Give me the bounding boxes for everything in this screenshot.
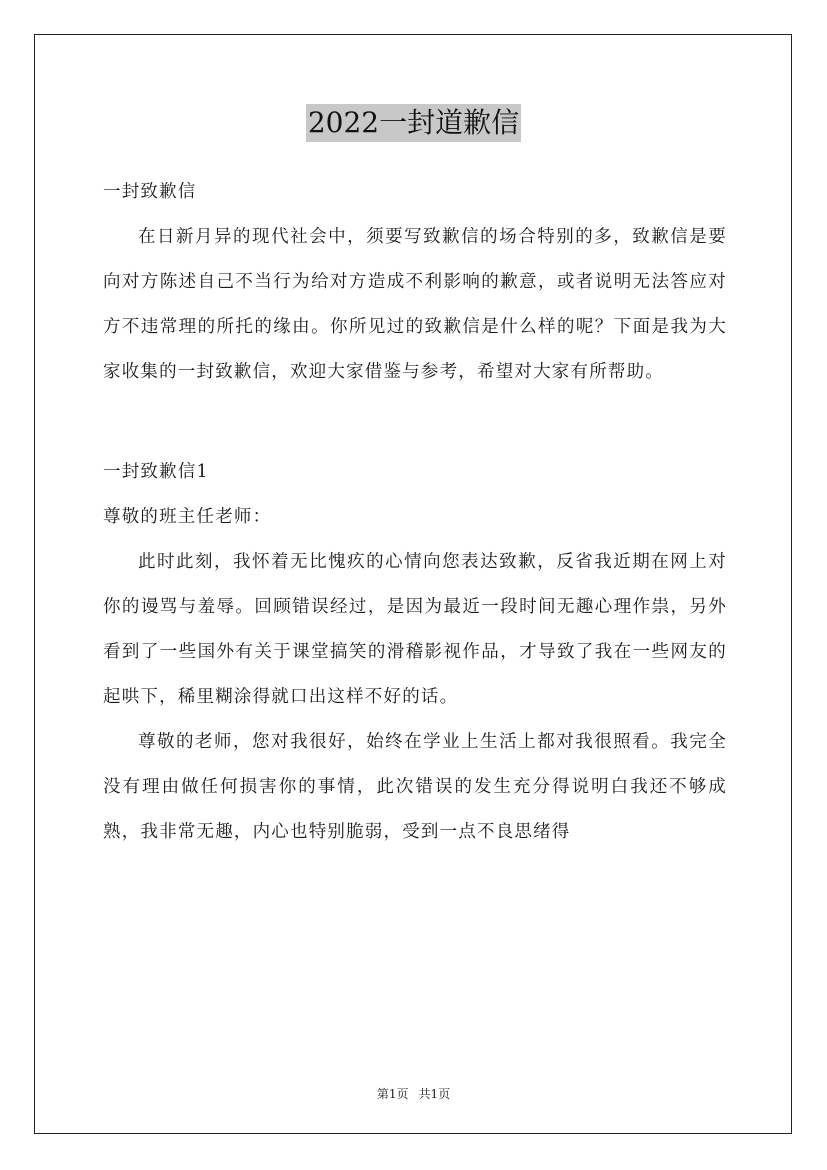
- body-paragraph-1: 此时此刻，我怀着无比愧疚的心情向您表达致歉，反省我近期在网上对你的谩骂与羞辱。回顾错误经过，是因为最近一段时间无趣心理作祟，另外看到了一些国外有关于课堂搞笑的滑稽影视作品，才导致了我在一些网友的起哄下，稀里糊涂得就口出这样不好的话。: [103, 552, 727, 707]
- document-title-text: 2022一封道歉信: [306, 104, 521, 142]
- intro-paragraph: 在日新月异的现代社会中，须要写致歉信的场合特别的多，致歉信是要向对方陈述自己不当行为给对方造成不利影响的歉意，或者说明无法答应对方不违常理的所托的缘由。你所见过的致歉信是什么样的呢？下面是我为大家收集的一封致歉信，欢迎大家借鉴与参考，希望对大家有所帮助。: [103, 227, 727, 382]
- page-number: 第1页: [376, 1087, 409, 1101]
- body-paragraph-2: 尊敬的老师，您对我很好，始终在学业上生活上都对我很照看。我完全没有理由做任何损害你的事情，此次错误的发生充分得说明白我还不够成熟，我非常无趣，内心也特别脆弱，受到一点不良思绪得: [103, 732, 727, 842]
- section-gap: [103, 395, 727, 450]
- document-body: [103, 170, 727, 855]
- page-total: 共1页: [418, 1087, 451, 1101]
- section-heading: 一封致歉信1: [103, 462, 209, 482]
- intro-heading: 一封致歉信: [103, 182, 197, 202]
- salutation: 尊敬的班主任老师：: [103, 507, 272, 527]
- document-title: [0, 104, 827, 144]
- page-footer: [0, 1085, 827, 1102]
